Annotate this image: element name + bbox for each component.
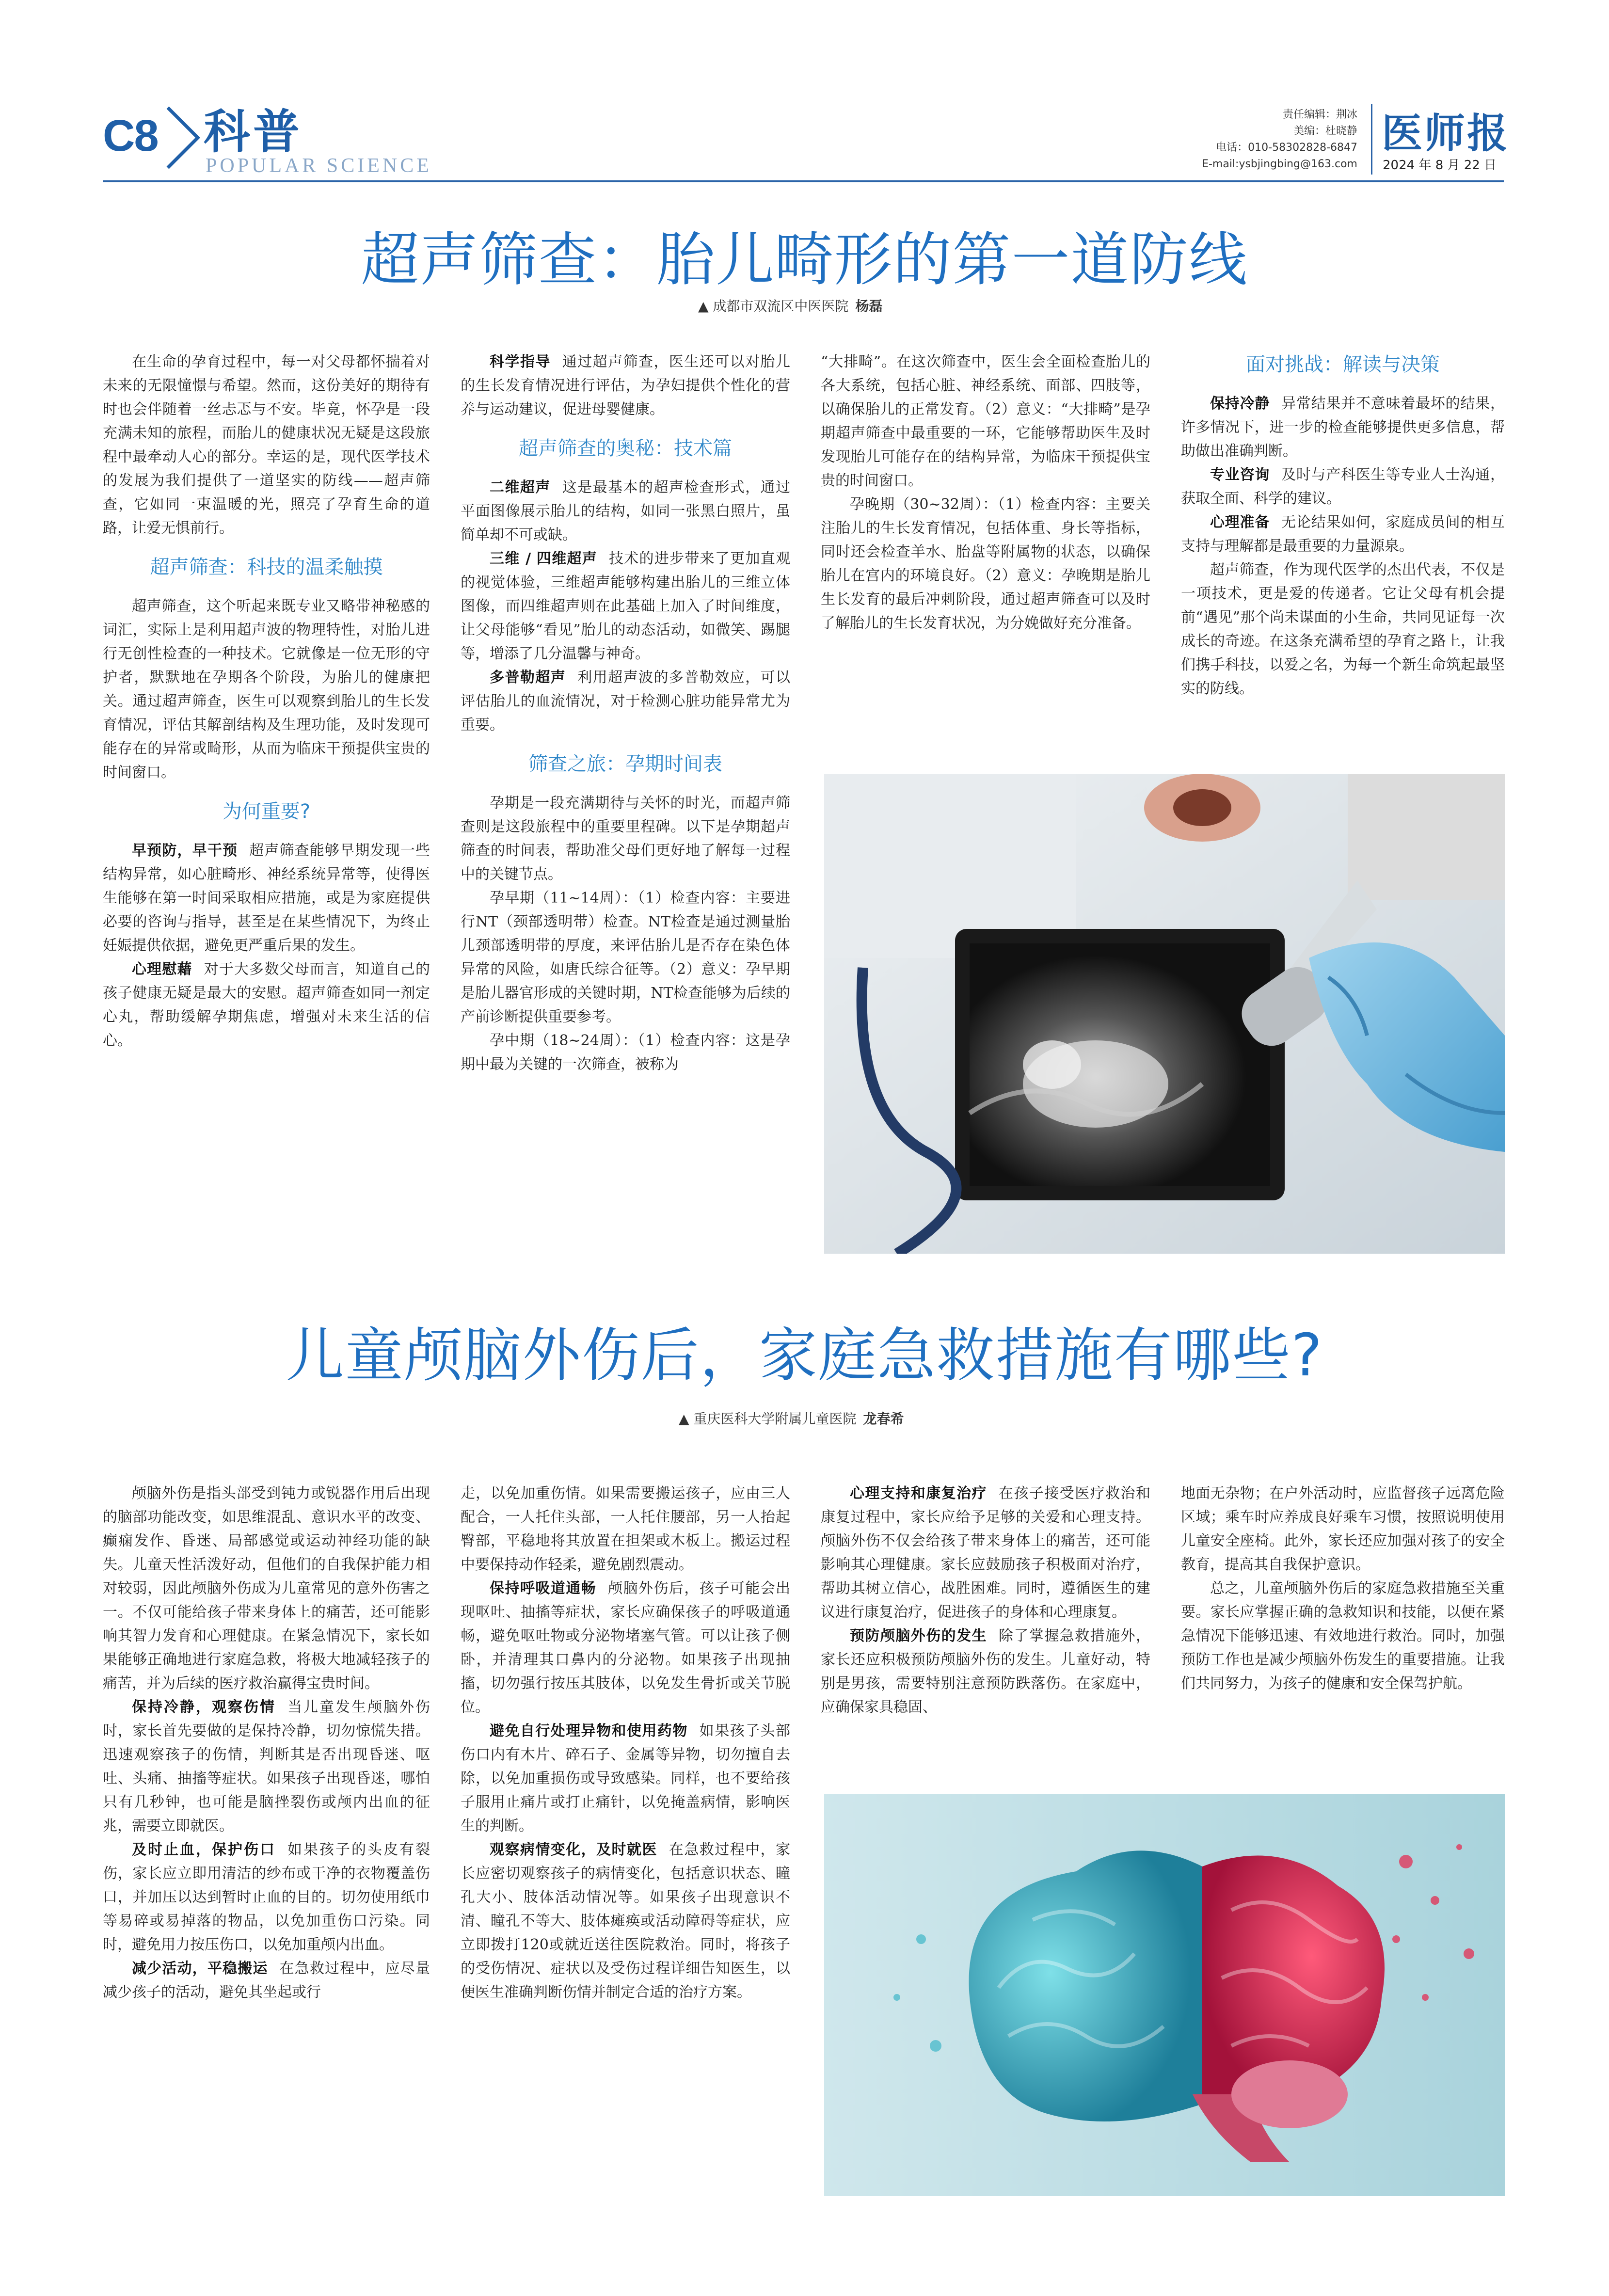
foreign-text: 如果孩子头部伤口内有木片、碎石子、金属等异物，切勿擅自去除，以免加重损伤或导致感染。同样，也不要给孩子服用止痛片或打止痛针，以免掩盖病情，影响医生的判断。 — [461, 1722, 791, 1834]
early-paragraph — [103, 839, 430, 957]
psych-label: 心理支持和康复治疗 — [850, 1485, 987, 1502]
move-continued: 走，以免加重伤情。如果需要搬运孩子，应由三人配合，一人托住头部，一人托住腰部，另一人抬起臀部，平稳地将其放置在担架或木板上。搬运过程中要保持动作轻柔，避免剧烈震动。 — [461, 1485, 790, 1573]
article1-column-4 — [1181, 350, 1505, 701]
twod-text: 这是最基本的超声检查形式，通过平面图像展示胎儿的结构，如同一张黑白照片，虽简单却不可或缺。 — [461, 479, 791, 543]
foreign-paragraph — [461, 1719, 790, 1838]
article1-headline: 超声筛查：胎儿畸形的第一道防线 — [361, 226, 1248, 294]
byline-author: 杨磊 — [855, 298, 883, 314]
header-divider — [1371, 104, 1372, 175]
phone: 电话：010-58302828-6847 — [1216, 142, 1357, 154]
psych-text: 在孩子接受医疗救治和康复过程中，家长应给予足够的关爱和心理支持。颅脑外伤不仅会给孩子带来身体上的痛苦，还可能影响其心理健康。家长应鼓励孩子积极面对治疗，帮助其树立信心，战胜困难。同时，遵循医生的建议进行康复治疗，促进孩子的身体和心理康复。 — [821, 1485, 1150, 1621]
guide-paragraph — [461, 350, 790, 421]
article2-headline: 儿童颅脑外伤后，家庭急救措施有哪些? — [286, 1322, 1323, 1389]
threed-text: 技术的进步带来了更加直观的视觉体验，三维超声能够构建出胎儿的三维立体图像，而四维超声则在此基础上加入了时间维度，让父母能够“看见”胎儿的动态活动，如微笑、踢腿等，增添了几分温馨与神奇。 — [461, 550, 790, 662]
subhead-face: 面对挑战：解读与决策 — [1246, 353, 1440, 376]
airway-label: 保持呼吸道通畅 — [490, 1580, 597, 1597]
move-label: 减少活动，平稳搬运 — [132, 1960, 268, 1977]
comfort-text: 对于大多数父母而言，知道自己的孩子健康无疑是最大的安慰。超声筛查如同一剂定心丸，帮助缓解孕期焦虑，增强对未来生活的信心。 — [103, 961, 430, 1049]
airway-paragraph — [461, 1577, 790, 1719]
doppler-paragraph — [461, 666, 790, 737]
article1-column-3 — [821, 350, 1150, 635]
twod-label: 二维超声 — [490, 479, 551, 496]
bleed-text: 如果孩子的头皮有裂伤，家长应立即用清洁的纱布或干净的衣物覆盖伤口，并加压以达到暂时止血的目的。切勿使用纸巾等易碎或易掉落的物品，以免加重伤口污染。同时，避免用力按压伤口，以免加重颅内出血。 — [103, 1841, 430, 1953]
threed-paragraph — [461, 547, 790, 666]
watch-text: 在急救过程中，家长应密切观察孩子的病情变化，包括意识状态、瞳孔大小、肢体活动情况等。如果孩子出现意识不清、瞳孔不等大、肢体瘫痪或活动障碍等症状，应立即拨打120或就近送往医院救治。同时，将孩子的受伤情况、症状以及受伤过程详细告知医生，以便医生准确判断伤情并制定合适的治疗方案。 — [461, 1841, 791, 2001]
paper-logo: 医师报 — [1382, 110, 1510, 157]
calm-label: 保持冷静 — [1210, 395, 1270, 412]
ultrasound-scene-icon — [824, 774, 1505, 1254]
watch-label: 观察病情变化，及时就医 — [490, 1841, 657, 1858]
closing-paragraph: 总之，儿童颅脑外伤后的家庭急救措施至关重要。家长应掌握正确的急救知识和技能，以便在紧急情况下能够迅速、有效地进行救治。同时，加强预防工作也是减少颅脑外伤发生的重要措施。让我们共同努力，为孩子的健康和安全保驾护航。 — [1181, 1580, 1505, 1692]
section-title: 科普 — [204, 105, 303, 159]
mid-preg-paragraph: 孕中期（18~24周）：（1）检查内容：这是孕期中最为关键的一次筛查，被称为 — [461, 1032, 790, 1073]
email: E-mail:ysbjingbing@163.com — [1202, 158, 1357, 170]
airway-text: 颅脑外伤后，孩子可能会出现呕吐、抽搐等症状，家长应确保孩子的呼吸道通畅，避免呕吐物或分泌物堵塞气管。可以让孩子侧卧，并清理其口鼻内的分泌物。如果孩子出现抽搐，切勿强行按压其肢体，以免发生骨折或关节脱位。 — [461, 1580, 791, 1716]
bleed-paragraph — [103, 1838, 430, 1957]
article2-column-3 — [821, 1482, 1150, 1719]
intro-paragraph: 颅脑外伤是指头部受到钝力或锐器作用后出现的脑部功能改变，如思维混乱、意识水平的改变、癫痫发作、昏迷、局部感觉或运动神经功能的缺失。儿童天性活泼好动，但他们的自我保护能力相对较弱，因此颅脑外伤成为儿童常见的意外伤害之一。不仅可能给孩子带来身体上的痛苦，还可能影响其智力发育和心理健康。在紧急情况下，家长如果能够正确地进行家庭急救，将极大地减轻孩子的痛苦，并为后续的医疗救治赢得宝贵时间。 — [103, 1485, 430, 1692]
subhead-journey: 筛查之旅：孕期时间表 — [528, 753, 722, 775]
mid-preg-continued: “大排畸”。在这次筛查中，医生会全面检查胎儿的各大系统，包括心脏、神经系统、面部、四肢等，以确保胎儿的正常发育。（2）意义：“大排畸”是孕期超声筛查中最重要的一环，它能够帮助医生及时发现胎儿可能存在的结构异常，为临床干预提供宝贵的时间窗口。 — [821, 353, 1150, 489]
prevent-continued: 地面无杂物；在户外活动时，应监督孩子远离危险区域；乘车时应养成良好乘车习惯，按照说明使用儿童安全座椅。此外，家长还应加强对孩子的安全教育，提高其自我保护意识。 — [1181, 1485, 1505, 1573]
mental-paragraph — [1181, 510, 1505, 558]
closing-paragraph: 超声筛查，作为现代医学的杰出代表，不仅是一项技术，更是爱的传递者。它让父母有机会提前“遇见”那个尚未谋面的小生命，共同见证每一次成长的奇迹。在这条充满希望的孕育之路上，让我们携手科技，以爱之名，为每一个新生命筑起最坚实的防线。 — [1181, 561, 1505, 697]
calm-text: 当儿童发生颅脑外伤时，家长首先要做的是保持冷静，切勿惊慌失措。迅速观察孩子的伤情，判断其是否出现昏迷、呕吐、头痛、抽搐等症状。如果孩子出现昏迷，哪怕只有几秒钟，也可能是脑挫裂伤或颅内出血的征兆，需要立即就医。 — [103, 1699, 430, 1834]
editor: 责任编辑：荆冰 — [1282, 109, 1357, 121]
consult-paragraph — [1181, 463, 1505, 510]
guide-text: 通过超声筛查，医生还可以对胎儿的生长发育情况进行评估，为孕妇提供个性化的营养与运动建议，促进母婴健康。 — [461, 353, 791, 418]
comfort-label: 心理慰藉 — [132, 961, 192, 978]
doppler-label: 多普勒超声 — [490, 669, 566, 686]
brain-icon — [824, 1794, 1505, 2196]
calm-label: 保持冷静，观察伤情 — [132, 1699, 276, 1716]
issue-date: 2024 年 8 月 22 日 — [1383, 158, 1497, 173]
section-chevron-icon — [163, 104, 207, 172]
psych-paragraph — [821, 1482, 1150, 1624]
byline-author: 龙春希 — [863, 1411, 904, 1427]
calm-paragraph — [103, 1695, 430, 1838]
early-text: 超声筛查能够早期发现一些结构异常，如心脏畸形、神经系统异常等，使得医生能够在第一时间采取相应措施，或是为家庭提供必要的咨询与指导，甚至是在某些情况下，为终止妊娠提供依据，避免更严重后果的发生。 — [103, 842, 430, 954]
mental-label: 心理准备 — [1210, 514, 1270, 531]
article2-column-2 — [461, 1482, 790, 2004]
move-text: 在急救过程中，应尽量减少孩子的活动，避免其坐起或行 — [103, 1960, 430, 2001]
gentle-paragraph: 超声筛查，这个听起来既专业又略带神秘感的词汇，实际上是利用超声波的物理特性，对胎儿进行无创性检查的一种技术。它就像是一位无形的守护者，默默地在孕期各个阶段，为胎儿的健康把关。通过超声筛查，医生可以观察到胎儿的生长发育情况，评估其解剖结构及生理功能，及时发现可能存在的异常或畸形，从而为临床干预提供宝贵的时间窗口。 — [103, 598, 430, 781]
byline-org: ▲ 成都市双流区中医医院 — [698, 298, 849, 314]
comfort-paragraph — [103, 957, 430, 1052]
consult-label: 专业咨询 — [1210, 466, 1270, 483]
editor-info — [1154, 107, 1357, 173]
article1-byline — [698, 296, 882, 315]
article2-column-1 — [103, 1482, 430, 2004]
article2-byline — [679, 1408, 904, 1428]
twod-paragraph — [461, 476, 790, 547]
watch-paragraph — [461, 1838, 790, 2004]
early-preg-paragraph: 孕早期（11~14周）：（1）检查内容：主要进行NT（颈部透明带）检查。NT检查是通过测量胎儿颈部透明带的厚度，来评估胎儿是否存在染色体异常的风险，如唐氏综合征等。（2）意义：孕早期是胎儿器官形成的关键时期，NT检查能够为后续的产前诊断提供重要参考。 — [461, 890, 790, 1025]
mental-text: 无论结果如何，家庭成员间的相互支持与理解都是最重要的力量源泉。 — [1181, 514, 1505, 555]
move-paragraph — [103, 1957, 430, 2004]
late-preg-paragraph: 孕晚期（30~32周）：（1）检查内容：主要关注胎儿的生长发育情况，包括体重、身长等指标，同时还会检查羊水、胎盘等附属物的状态，以确保胎儿在宫内的环境良好。（2）意义：孕晚期是胎儿生长发育的最后冲刺阶段，通过超声筛查可以及时了解胎儿的生长发育状况，为分娩做好充分准备。 — [821, 496, 1150, 632]
prevent-text: 除了掌握急救措施外，家长还应积极预防颅脑外伤的发生。儿童好动，特别是男孩，需要特别注意预防跌落伤。在家庭中，应确保家具稳固、 — [821, 1627, 1150, 1716]
page-number: C8 — [103, 111, 158, 160]
calm-paragraph — [1181, 392, 1505, 463]
header-rule — [103, 180, 1504, 182]
threed-label: 三维 / 四维超声 — [490, 550, 598, 567]
article1-column-1 — [103, 350, 430, 1052]
subhead-why: 为何重要? — [222, 800, 311, 823]
subhead-gentle: 超声筛查：科技的温柔触摸 — [150, 556, 383, 578]
byline-org: ▲ 重庆医科大学附属儿童医院 — [679, 1411, 857, 1427]
journey-intro: 孕期是一段充满期待与关怀的时光，而超声筛查则是这段旅程中的重要里程碑。以下是孕期超声筛查的时间表，帮助准父母们更好地了解每一过程中的关键节点。 — [461, 795, 790, 883]
consult-text: 及时与产科医生等专业人士沟通，获取全面、科学的建议。 — [1181, 466, 1505, 507]
brain-illustration — [824, 1794, 1505, 2196]
ultrasound-probe-photo — [824, 774, 1505, 1254]
doppler-text: 利用超声波的多普勒效应，可以评估胎儿的血流情况，对于检测心脏功能异常尤为重要。 — [461, 669, 791, 733]
prevent-paragraph — [821, 1624, 1150, 1719]
intro-paragraph: 在生命的孕育过程中，每一对父母都怀揣着对未来的无限憧憬与希望。然而，这份美好的期待有时也会伴随着一丝忐忑与不安。毕竟，怀孕是一段充满未知的旅程，而胎儿的健康状况无疑是这段旅程中最牵动人心的部分。幸运的是，现代医学技术的发展为我们提供了一道坚实的防线——超声筛查，它如同一束温暖的光，照亮了孕育生命的道路，让爱无惧前行。 — [103, 353, 430, 537]
article2-column-4 — [1181, 1482, 1505, 1695]
early-label: 早预防，早干预 — [132, 842, 238, 859]
prevent-label: 预防颅脑外伤的发生 — [850, 1627, 987, 1644]
guide-label: 科学指导 — [490, 353, 551, 370]
bleed-label: 及时止血，保护伤口 — [132, 1841, 276, 1858]
article1-column-2 — [461, 350, 790, 1076]
calm-text: 异常结果并不意味着最坏的结果，许多情况下，进一步的检查能够提供更多信息，帮助做出准确判断。 — [1181, 395, 1505, 460]
foreign-label: 避免自行处理异物和使用药物 — [490, 1722, 688, 1739]
subhead-tech: 超声筛查的奥秘：技术篇 — [519, 437, 732, 460]
designer: 美编：杜晓静 — [1293, 125, 1357, 137]
section-subtitle: POPULAR SCIENCE — [206, 155, 432, 177]
